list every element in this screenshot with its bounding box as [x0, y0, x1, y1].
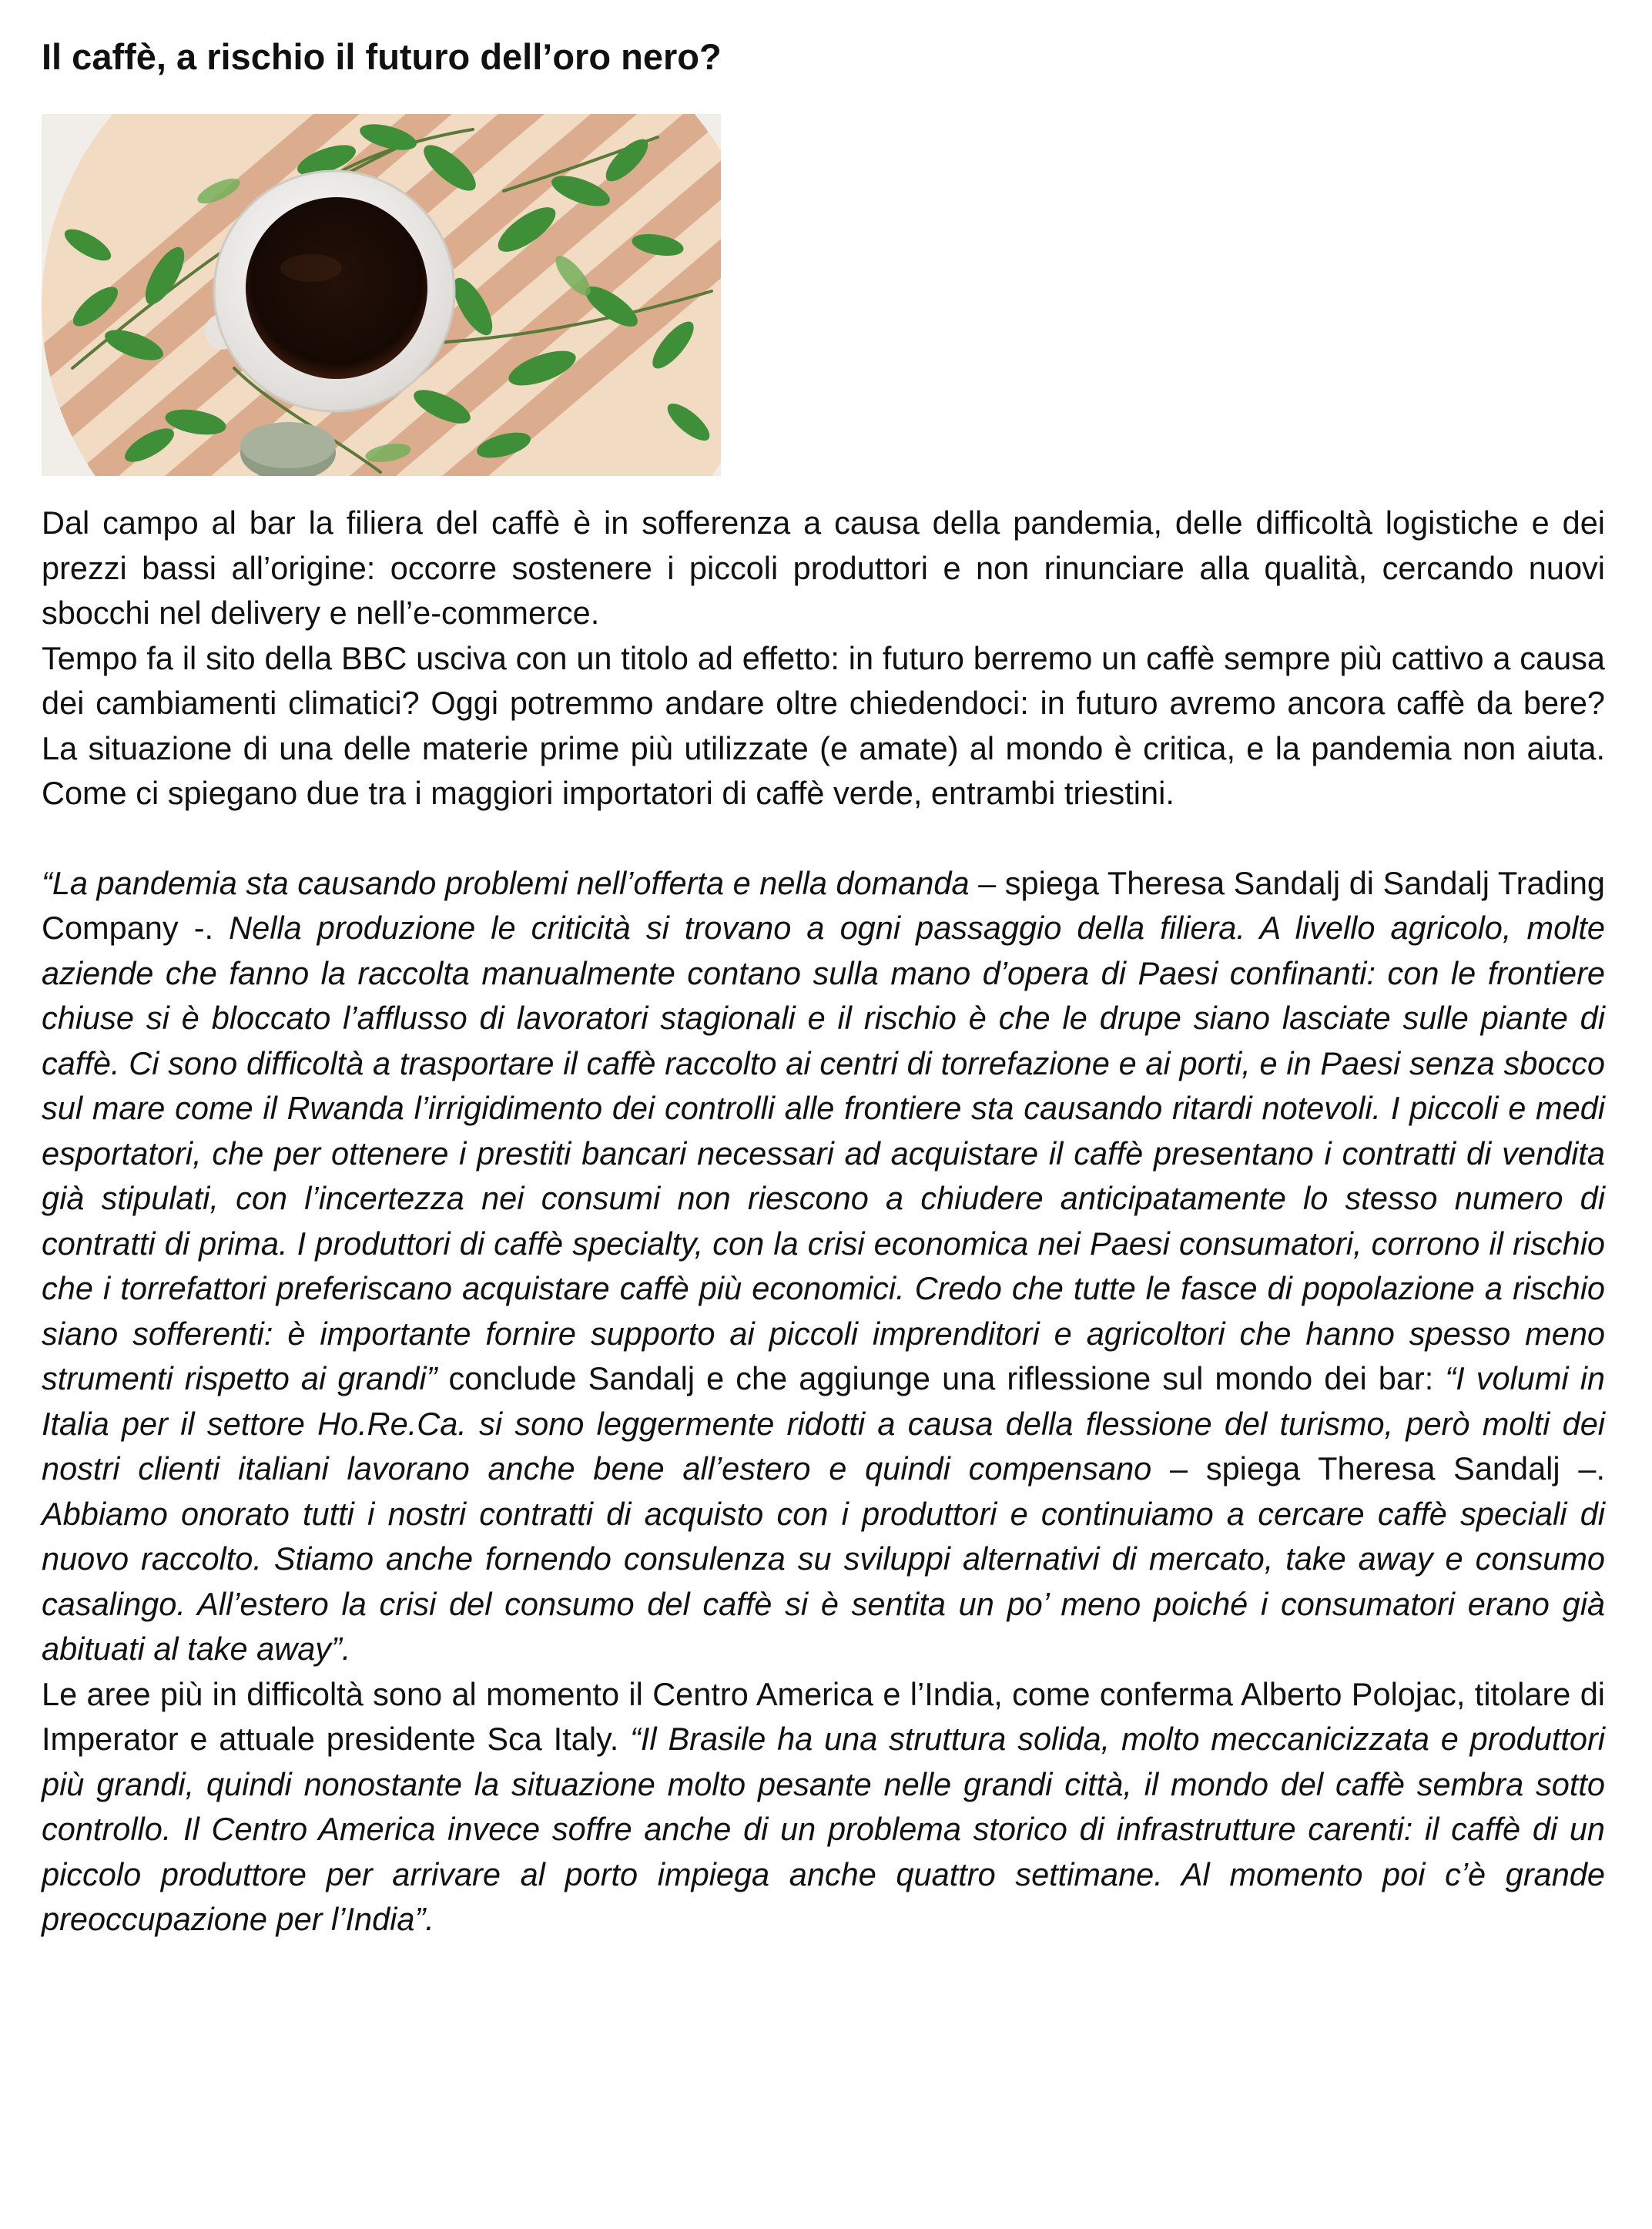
quote-segment: “La pandemia sta causando problemi nell’offerta e nella domanda	[42, 864, 970, 901]
context-paragraph	[42, 636, 1605, 816]
quote-segment: “Il Brasile ha una struttura solida, molto meccanicizzata e produttori più grandi, quindi nonostante la situazione molto pesante nelle grandi città, il mondo del caffè sembra sotto controllo. Il Centro America invece soffre anche di un problema storico di infrastrutture carenti: il caffè di un piccolo produttore per arrivare al porto impiega anche quattro settimane. Al momento poi c’è grande preoccupazione per l’India”.	[42, 1721, 1605, 1937]
text-segment: Tempo fa il sito della BBC usciva con un titolo ad effetto: in futuro berremo un caffè sempre più cattivo a causa dei cambiamenti climatici? Oggi potremmo andare oltre chiedendoci: in futuro avremo ancora caffè da bere? La situazione di una delle materie prime più utilizzate (e amate) al mondo è critica, e la pandemia non aiuta. Come ci spiegano due tra i maggiori importatori di caffè verde, entrambi triestini.	[42, 639, 1605, 811]
quote-segment: Abbiamo onorato tutti i nostri contratti di acquisto con i produttori e continuiamo a cercare caffè speciali di nuovo raccolto. Stiamo anche fornendo consulenza su sviluppi alternativi di mercato, take away e consumo casalingo. All’estero la crisi del consumo del caffè si è sentita un po’ meno poiché i consumatori erano già abituati al take away”.	[42, 1495, 1605, 1667]
polojac-quote-paragraph	[42, 1672, 1605, 1942]
text-segment: – spiega Theresa Sandalj –.	[1151, 1450, 1605, 1487]
quote-segment: “I volumi in Italia per il settore Ho.Re.Ca. si sono leggermente ridotti a causa della flessione del turismo, però molti dei nostri clienti italiani lavorano anche bene all’estero e quindi compensano	[42, 1360, 1605, 1487]
sandalj-quote-paragraph	[42, 861, 1605, 1672]
coffee-cup-with-leaves-photo	[42, 114, 721, 476]
article-body	[42, 501, 1605, 1942]
coffee-photo	[42, 114, 721, 476]
intro-paragraph	[42, 501, 1605, 636]
article-title: Il caffè, a rischio il futuro dell’oro nero?	[42, 36, 722, 77]
text-segment: conclude Sandalj e che aggiunge una riflessione sul mondo dei bar:	[437, 1360, 1446, 1396]
paragraph-spacer	[42, 816, 1605, 861]
quote-segment: Nella produzione le criticità si trovano a ogni passaggio della filiera. A livello agricolo, molte aziende che fanno la raccolta manualmente contano sulla mano d’opera di Paesi confinanti: con le frontiere chiuse si è bloccato l’afflusso di lavoratori stagionali e il rischio è che le drupe siano lasciate sulle piante di caffè. Ci sono difficoltà a trasportare il caffè raccolto ai centri di torrefazione e ai porti, e in Paesi senza sbocco sul mare come il Rwanda l’irrigidimento dei controlli alle frontiere sta causando ritardi notevoli. I piccoli e medi esportatori, che per ottenere i prestiti bancari necessari ad acquistare il caffè presentano i contratti di vendita già stipulati, con l’incertezza nei consumi non riescono a chiudere anticipatamente lo stesso numero di contratti di prima. I produttori di caffè specialty, con la crisi economica nei Paesi consumatori, corrono il rischio che i torrefattori preferiscano acquistare caffè più economici. Credo che tutte le fasce di popolazione a rischio siano sofferenti: è importante fornire supporto ai piccoli imprenditori e agricoltori che hanno spesso meno strumenti rispetto ai grandi”	[42, 910, 1605, 1396]
text-segment: Le aree più in difficoltà sono al momento il Centro America e l’India, come conferma Alberto Polojac, titolare di Imperator e attuale presidente Sca Italy.	[42, 1675, 1605, 1757]
text-segment: Dal campo al bar la filiera del caffè è in sofferenza a causa della pandemia, delle difficoltà logistiche e dei prezzi bassi all’origine: occorre sostenere i piccoli produttori e non rinunciare alla qualità, cercando nuovi sbocchi nel delivery e nell’e-commerce.	[42, 504, 1605, 631]
text-segment: – spiega Theresa Sandalj di Sandalj Trading Company -.	[42, 864, 1605, 946]
